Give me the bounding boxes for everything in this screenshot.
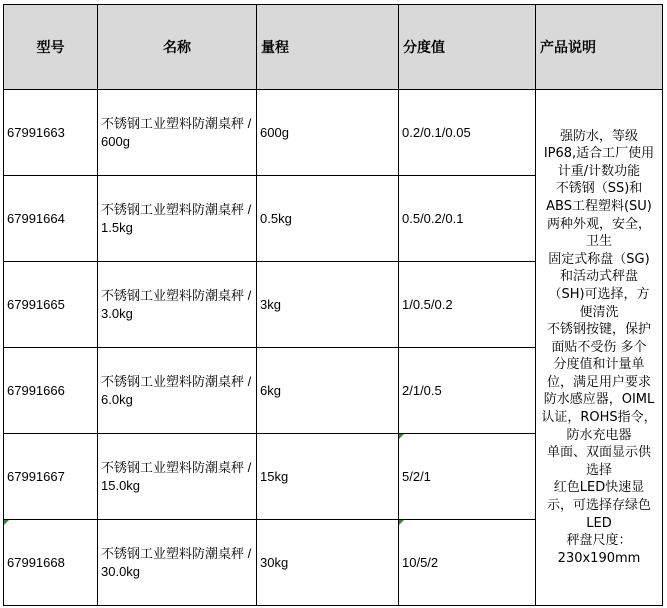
description-line: ABS工程塑料(SU) <box>546 198 652 214</box>
description-line: 单面、双面显示供 <box>546 445 651 461</box>
model-cell <box>4 520 98 606</box>
name-cell: 不锈钢工业塑料防潮桌秤 / 3.0kg <box>98 262 257 348</box>
description-line: 便清洗 <box>579 304 619 320</box>
table-header <box>4 5 663 90</box>
description-line: 230x190mm <box>557 550 641 566</box>
name-cell: 不锈钢工业塑料防潮桌秤 / 15.0kg <box>98 434 257 520</box>
description-line: IP68,适合工厂使用 <box>543 146 655 162</box>
division-cell: 0.2/0.1/0.05 <box>399 90 536 176</box>
description-line: 两种外观，安全， <box>546 216 651 232</box>
division-value: 5/2/1 <box>402 468 431 484</box>
header-name: 名称 <box>98 5 257 90</box>
cell-marker-triangle <box>4 520 9 525</box>
model-value: 67991668 <box>7 554 65 570</box>
model-cell: 67991666 <box>4 348 98 434</box>
division-cell: 1/0.5/0.2 <box>399 262 536 348</box>
division-cell: 0.5/0.2/0.1 <box>399 176 536 262</box>
description-line: 面贴不受伤 多个 <box>551 339 647 355</box>
model-cell: 67991663 <box>4 90 98 176</box>
description-line: 认证，ROHS指令， <box>541 410 657 426</box>
model-cell: 67991664 <box>4 176 98 262</box>
header-description: 产品说明 <box>536 5 663 90</box>
description-line: 固定式称盘（SG) <box>548 251 650 267</box>
description-line: 卫生 <box>585 234 612 250</box>
header-capacity: 量程 <box>257 5 399 90</box>
description-line: 位，满足用户要求 <box>546 374 651 390</box>
description-line: 和活动式秤盘 <box>559 269 638 285</box>
description-line: 计重/计数功能 <box>557 163 641 179</box>
name-cell: 不锈钢工业塑料防潮桌秤 / 1.5kg <box>98 176 257 262</box>
table-body <box>4 90 663 606</box>
capacity-cell: 15kg <box>257 434 399 520</box>
name-cell: 不锈钢工业塑料防潮桌秤 / 600g <box>98 90 257 176</box>
description-line: 防水充电器 <box>566 427 632 443</box>
model-cell: 67991667 <box>4 434 98 520</box>
description-line: 示，可选择存绿色 <box>546 498 651 514</box>
header-division: 分度值 <box>399 5 536 90</box>
division-value: 10/5/2 <box>402 554 439 570</box>
model-cell: 67991665 <box>4 262 98 348</box>
cell-marker-triangle <box>399 434 404 439</box>
description-line: 强防水，等级 <box>559 128 638 144</box>
capacity-cell: 600g <box>257 90 399 176</box>
description-line: 秤盘尺度： <box>566 533 632 549</box>
division-cell: 2/1/0.5 <box>399 348 536 434</box>
cell-marker-triangle <box>399 520 404 525</box>
capacity-cell: 0.5kg <box>257 176 399 262</box>
product-spec-table <box>3 4 663 606</box>
capacity-cell: 6kg <box>257 348 399 434</box>
description-line: （SH)可选择，方 <box>548 286 650 302</box>
description-line: LED <box>586 515 612 531</box>
description-line: 选择 <box>585 462 612 478</box>
description-cell <box>536 90 663 606</box>
division-cell <box>399 520 536 606</box>
table-row <box>4 90 663 176</box>
division-cell <box>399 434 536 520</box>
name-cell: 不锈钢工业塑料防潮桌秤 / 6.0kg <box>98 348 257 434</box>
header-row <box>4 5 663 90</box>
capacity-cell: 3kg <box>257 262 399 348</box>
header-model: 型号 <box>4 5 98 90</box>
capacity-cell: 30kg <box>257 520 399 606</box>
description-line: 分度值和计量单 <box>553 357 645 373</box>
name-cell: 不锈钢工业塑料防潮桌秤 / 30.0kg <box>98 520 257 606</box>
description-line: 防水感应器，OIML <box>543 392 655 408</box>
description-line: 不锈钢（SS)和 <box>555 181 643 197</box>
description-line: 不锈钢按键，保护 <box>546 322 651 338</box>
description-line: 红色LED快速显 <box>553 480 645 496</box>
